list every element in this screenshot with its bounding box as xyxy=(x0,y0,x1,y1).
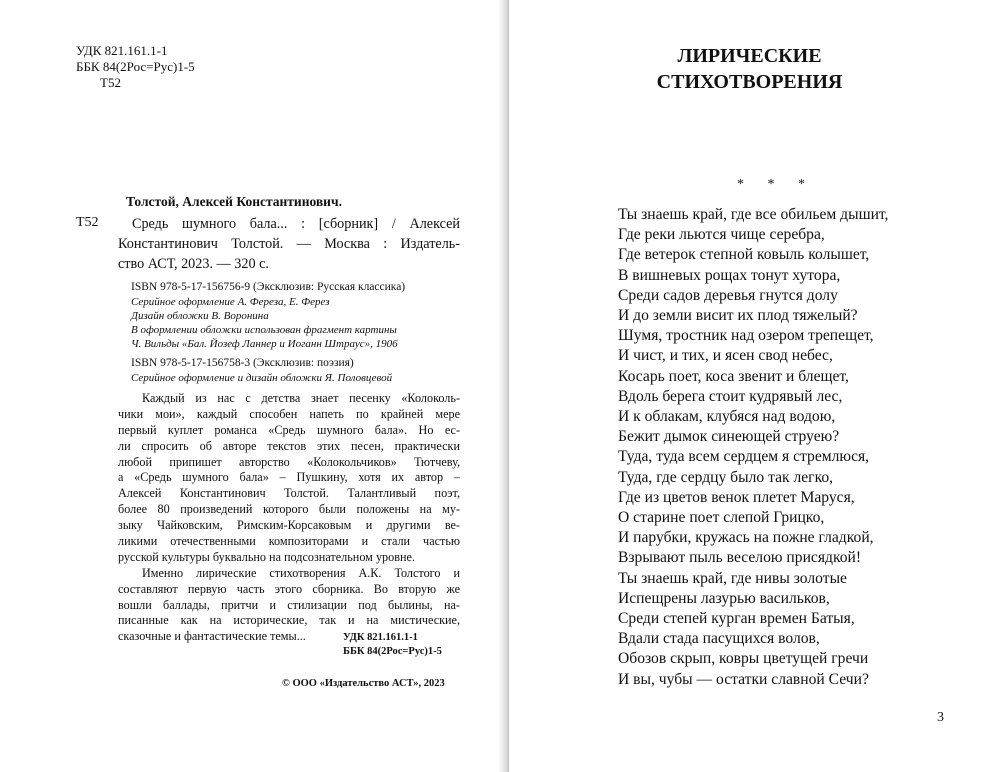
bottom-udk-code: УДК 821.161.1-1 xyxy=(343,632,418,643)
section-title xyxy=(509,43,990,95)
annotation-line: Каждый из нас с детства знает песенку «Колоколь- xyxy=(142,391,460,405)
poem-line: Туда, туда всем сердцем я стремлюся, xyxy=(618,448,870,466)
poem-line: Косарь поет, коса звенит и блещет, xyxy=(618,367,849,385)
credit-line: Серийное оформление и дизайн обложки Я. Половцевой xyxy=(131,372,393,384)
poem-line: Среди степей курган времен Батыя, xyxy=(618,610,855,628)
isbn-2: ISBN 978-5-17-156758-3 (Эксклюзив: поэзия) xyxy=(131,357,354,369)
page-number: 3 xyxy=(937,710,944,725)
author-name: Толстой, Алексей Константинович. xyxy=(126,194,342,209)
poem-line: Взрывают пыль веселою присядкой! xyxy=(618,549,862,567)
annotation-line: первый куплет романса «Средь шумного бала». Но ес- xyxy=(118,422,460,437)
author-mark: Т52 xyxy=(100,75,121,90)
annotation-line: более 80 произведений которого были положены на му- xyxy=(118,502,460,517)
poem-line: Где реки льются чище серебра, xyxy=(618,226,825,244)
copyright-notice: © ООО «Издательство АСТ», 2023 xyxy=(282,678,445,689)
annotation-line: чики мои», каждый способен напеть по крайней мере xyxy=(118,406,460,421)
bbk-code: ББК 84(2Рос=Рус)1-5 xyxy=(76,59,195,74)
annotation-line: ли спросить об авторе текстов этих песен, практически xyxy=(118,438,460,453)
poem-line: Где из цветов венок плетет Маруся, xyxy=(618,488,855,506)
annotation-line: составляют первую часть этого сборника. Во вторую же xyxy=(118,581,460,596)
poem-line: И чист, и тих, и ясен свод небес, xyxy=(618,347,833,365)
description-line: ство АСТ, 2023. — 320 с. xyxy=(118,256,269,272)
poem xyxy=(618,205,888,690)
poem-line: О старине поет слепой Грицко, xyxy=(618,509,825,527)
description-line: Константинович Толстой. — Москва : Издатель- xyxy=(118,236,460,252)
annotation-line: сказочные и фантастические темы... xyxy=(118,629,306,644)
poem-line: И вы, чубы — остатки славной Сечи? xyxy=(618,670,869,688)
poem-line: Вдали стада пасущихся волов, xyxy=(618,630,820,648)
poem-line: И к облакам, клубяся над водою, xyxy=(618,408,836,426)
annotation-line: а «Средь шумного бала» – Пушкину, хотя их автор – xyxy=(118,470,460,485)
bibliographic-description xyxy=(118,214,460,274)
annotation-line: ликими отечественными композиторами и стали частью xyxy=(118,534,460,549)
annotation-line: писанные как на исторические, так и на мистические, xyxy=(118,613,460,628)
poem-line: Ты знаешь край, где нивы золотые xyxy=(618,569,847,587)
poem-line: Среди садов деревья гнутся долу xyxy=(618,286,838,304)
annotation-line: Алексей Константинович Толстой. Талантливый поэт, xyxy=(118,486,460,501)
annotation-line: русской культуры буквально на подсознательном уровне. xyxy=(118,549,415,564)
annotation-line: Именно лирические стихотворения А.К. Толстого и xyxy=(142,565,460,580)
annotation xyxy=(118,391,460,645)
credit-line: В оформлении обложки использован фрагмент картины xyxy=(131,324,397,336)
poem-line: Ты знаешь край, где все обильем дышит, xyxy=(618,206,889,223)
poem-line: Шумя, тростник над озером трепещет, xyxy=(618,327,874,345)
isbn-1: ISBN 978-5-17-156756-9 (Эксклюзив: Русская классика) xyxy=(131,281,406,293)
poem-line: И парубки, кружась на пожне гладкой, xyxy=(618,529,874,547)
udk-code: УДК 821.161.1-1 xyxy=(76,43,168,58)
annotation-line: зыку Чайковским, Римским-Корсаковым и другими ве- xyxy=(118,518,460,533)
poem-line: И до земли висит их плод тяжелый? xyxy=(618,307,858,325)
credit-line: Дизайн обложки В. Воронина xyxy=(131,310,269,322)
credit-line: Ч. Вильды «Бал. Йозеф Ланнер и Иоганн Штраус», 1906 xyxy=(131,338,398,350)
annotation-line: вошли баллады, притчи и стилизации под былины, на- xyxy=(118,597,460,612)
section-title-line: СТИХОТВОРЕНИЯ xyxy=(656,71,843,93)
poem-line: Где ветерок степной ковыль колышет, xyxy=(618,246,870,264)
poem-line: Вдоль берега стоит кудрявый лес, xyxy=(618,387,843,405)
poem-line: Обозов скрып, ковры цветущей гречи xyxy=(618,650,869,668)
description-line: Средь шумного бала... : [сборник] / Алексей xyxy=(132,216,460,232)
poem-asterisks: * * * xyxy=(737,177,815,192)
poem-line: В вишневых рощах тонут хутора, xyxy=(618,266,841,284)
annotation-line: любой припишет авторство «Колокольчиков» Тютчеву, xyxy=(118,454,460,469)
poem-line: Туда, где сердцу было так легко, xyxy=(618,468,834,486)
bottom-bbk-code: ББК 84(2Рос=Рус)1-5 xyxy=(343,646,442,657)
poem-line: Испещрены лазурью васильков, xyxy=(618,589,830,607)
poem-line: Бежит дымок синеющей струею? xyxy=(618,428,840,446)
credit-line: Серийное оформление А. Фереза, Е. Ферез xyxy=(131,296,330,308)
catalog-mark: Т52 xyxy=(76,215,99,230)
section-title-line: ЛИРИЧЕСКИЕ xyxy=(677,45,822,67)
